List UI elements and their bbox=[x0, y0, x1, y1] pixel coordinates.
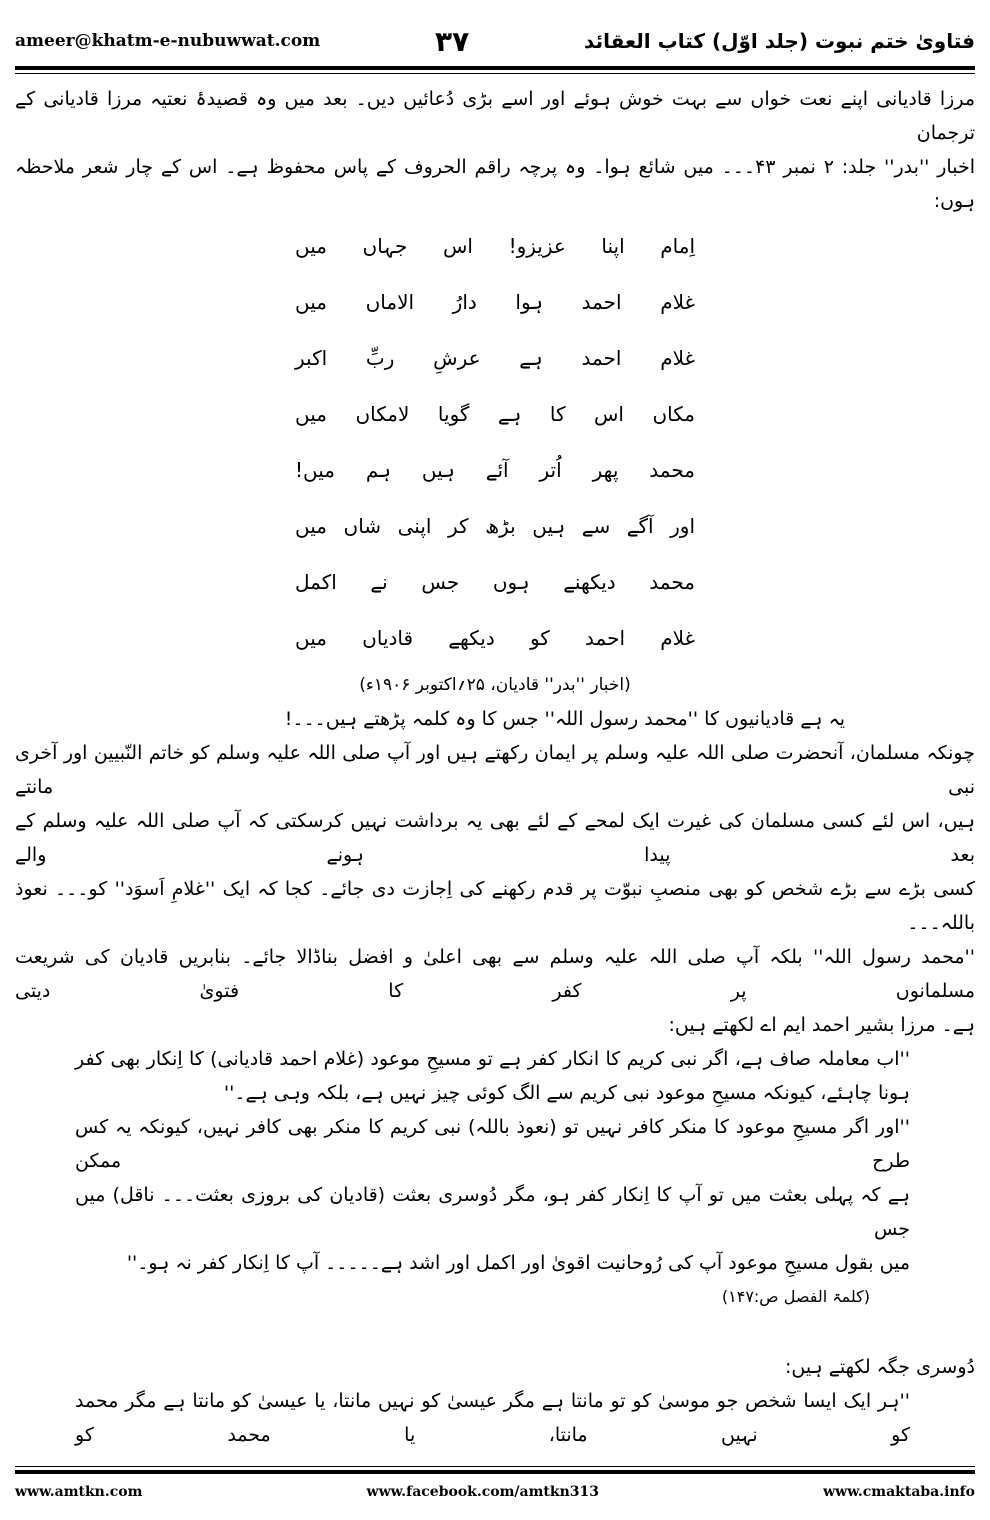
poem-line: اور آگے سے ہیں بڑھ کر اپنی شاں میں bbox=[295, 514, 695, 538]
page-body bbox=[15, 82, 975, 1452]
text-line: مرزا قادیانی اپنے نعت خواں سے بہت خوش ہوئے اور اسے بڑی دُعائیں دیں۔ بعد میں وہ قصیدۂ نعتیہ مرزا قادیانی کے ترجمان bbox=[15, 88, 975, 144]
header-email: ameer@khatm-e-nubuwwat.com bbox=[15, 31, 321, 51]
quote-line: ''اب معاملہ صاف ہے، اگر نبی کریم کا انکار کفر ہے تو مسیحِ موعود (غلام احمد قادیانی) کا اِنکار بھی کفر bbox=[75, 1048, 910, 1070]
poem-line: اِمام اپنا عزیزو! اس جہاں میں bbox=[295, 234, 695, 258]
poem-line: غلام احمد ہے عرشِ ربِّ اکبر bbox=[295, 346, 695, 370]
quote-block bbox=[15, 1384, 975, 1452]
quote-block bbox=[15, 1042, 975, 1280]
quote-line: ہونا چاہئے، کیونکہ مسیحِ موعود نبی کریم سے الگ کوئی چیز نہیں ہے، بلکہ وہی ہے۔'' bbox=[223, 1082, 910, 1104]
page-footer bbox=[15, 1466, 975, 1500]
page-number: ۳۷ bbox=[435, 24, 470, 58]
poem bbox=[295, 218, 695, 666]
quote-line: ہے کہ پہلی بعثت میں تو آپ کا اِنکار کفر ہو، مگر دُوسری بعثت (قادیان کی بروزی بعثت۔۔۔ ناقل) میں جس bbox=[75, 1184, 910, 1240]
spacer bbox=[15, 1314, 975, 1350]
footer-link-cmaktaba[interactable]: www.cmaktaba.info bbox=[823, 1484, 975, 1500]
quote-line: میں بقول مسیحِ موعود آپ کی رُوحانیت اقویٰ اور اکمل اور اشد ہے۔۔۔۔۔ آپ کا اِنکار کفر نہ ہو۔'' bbox=[126, 1252, 910, 1274]
footer-rule-thin bbox=[15, 1466, 975, 1467]
poem-line: غلام احمد ہوا دارُ الاماں میں bbox=[295, 290, 695, 314]
text-line: ہیں، اس لئے کسی مسلمان کی غیرت ایک لمحے کے لئے بھی یہ برداشت نہیں کرسکتی کہ آپ صلی اللہ علیہ وسلم کے بعد پیدا ہونے والے bbox=[15, 810, 975, 866]
text-line: ''محمد رسول اللہ'' بلکہ آپ صلی اللہ علیہ وسلم سے بھی اعلیٰ و افضل بناڈالا جائے۔ بنابریں قادیان کی شریعت مسلمانوں پر کفر کا فتویٰ دیتی bbox=[15, 946, 975, 1002]
poem-reference: (اخبار ''بدر'' قادیان، ۲۵؍اکتوبر ۱۹۰۶ء) bbox=[359, 675, 631, 695]
text-line: چونکہ مسلمان، آنحضرت صلی اللہ علیہ وسلم پر ایمان رکھتے ہیں اور آپ صلی اللہ علیہ وسلم کو خاتم النّبیین اور آخری نبی مانتے bbox=[15, 742, 975, 798]
footer-links bbox=[15, 1484, 975, 1500]
footer-rule-thick bbox=[15, 1470, 975, 1474]
quote-reference: (کلمۃ الفصل ص:۱۴۷) bbox=[721, 1287, 870, 1306]
header-rule-thick bbox=[15, 66, 975, 70]
page-header bbox=[15, 20, 975, 62]
text-line: کسی بڑے سے بڑے شخص کو بھی منصبِ نبوّت پر قدم رکھنے کی اِجازت دی جائے۔ کجا کہ ایک ''غلامِ اَسوَد'' کو۔۔۔ نعوذ باللہ۔۔۔ bbox=[15, 878, 975, 934]
footer-link-facebook[interactable]: www.facebook.com/amtkn313 bbox=[366, 1484, 599, 1500]
header-rule-thin bbox=[15, 73, 975, 74]
poem-line: محمد پھر اُتر آئے ہیں ہم میں! bbox=[295, 458, 695, 482]
book-title: فتاویٰ ختم نبوت (جلد اوّل) کتاب العقائد bbox=[584, 29, 975, 53]
quote-line: ''اور اگر مسیحِ موعود کا منکر کافر نہیں تو (نعوذ باللہ) نبی کریم کا منکر بھی کافر نہیں، کیونکہ یہ کس طرح ممکن bbox=[75, 1116, 910, 1172]
quote-line: ''ہر ایک ایسا شخص جو موسیٰ کو تو مانتا ہے مگر عیسیٰ کو نہیں مانتا، یا عیسیٰ کو مانتا ہے مگر محمد کو نہیں مانتا، یا محمد کو bbox=[75, 1390, 910, 1446]
text-line: ہے۔ مرزا بشیر احمد ایم اے لکھتے ہیں: bbox=[668, 1014, 975, 1036]
remark-line: یہ ہے قادیانیوں کا ''محمد رسول اللہ'' جس کا وہ کلمہ پڑھتے ہیں۔۔۔! bbox=[284, 708, 845, 730]
poem-line: غلام احمد کو دیکھے قادیاں میں bbox=[295, 626, 695, 650]
text-line: اخبار ''بدر'' جلد: ۲ نمبر ۴۳۔۔۔ میں شائع ہوا۔ وہ پرچہ راقم الحروف کے پاس محفوظ ہے۔ اس کے چار شعر ملاحظہ ہوں: bbox=[15, 156, 975, 212]
poem-line: محمد دیکھنے ہوں جس نے اکمل bbox=[295, 570, 695, 594]
footer-link-amtkn[interactable]: www.amtkn.com bbox=[15, 1484, 143, 1500]
poem-line: مکاں اس کا ہے گویا لامکاں میں bbox=[295, 402, 695, 426]
text-line: دُوسری جگہ لکھتے ہیں: bbox=[784, 1356, 975, 1378]
